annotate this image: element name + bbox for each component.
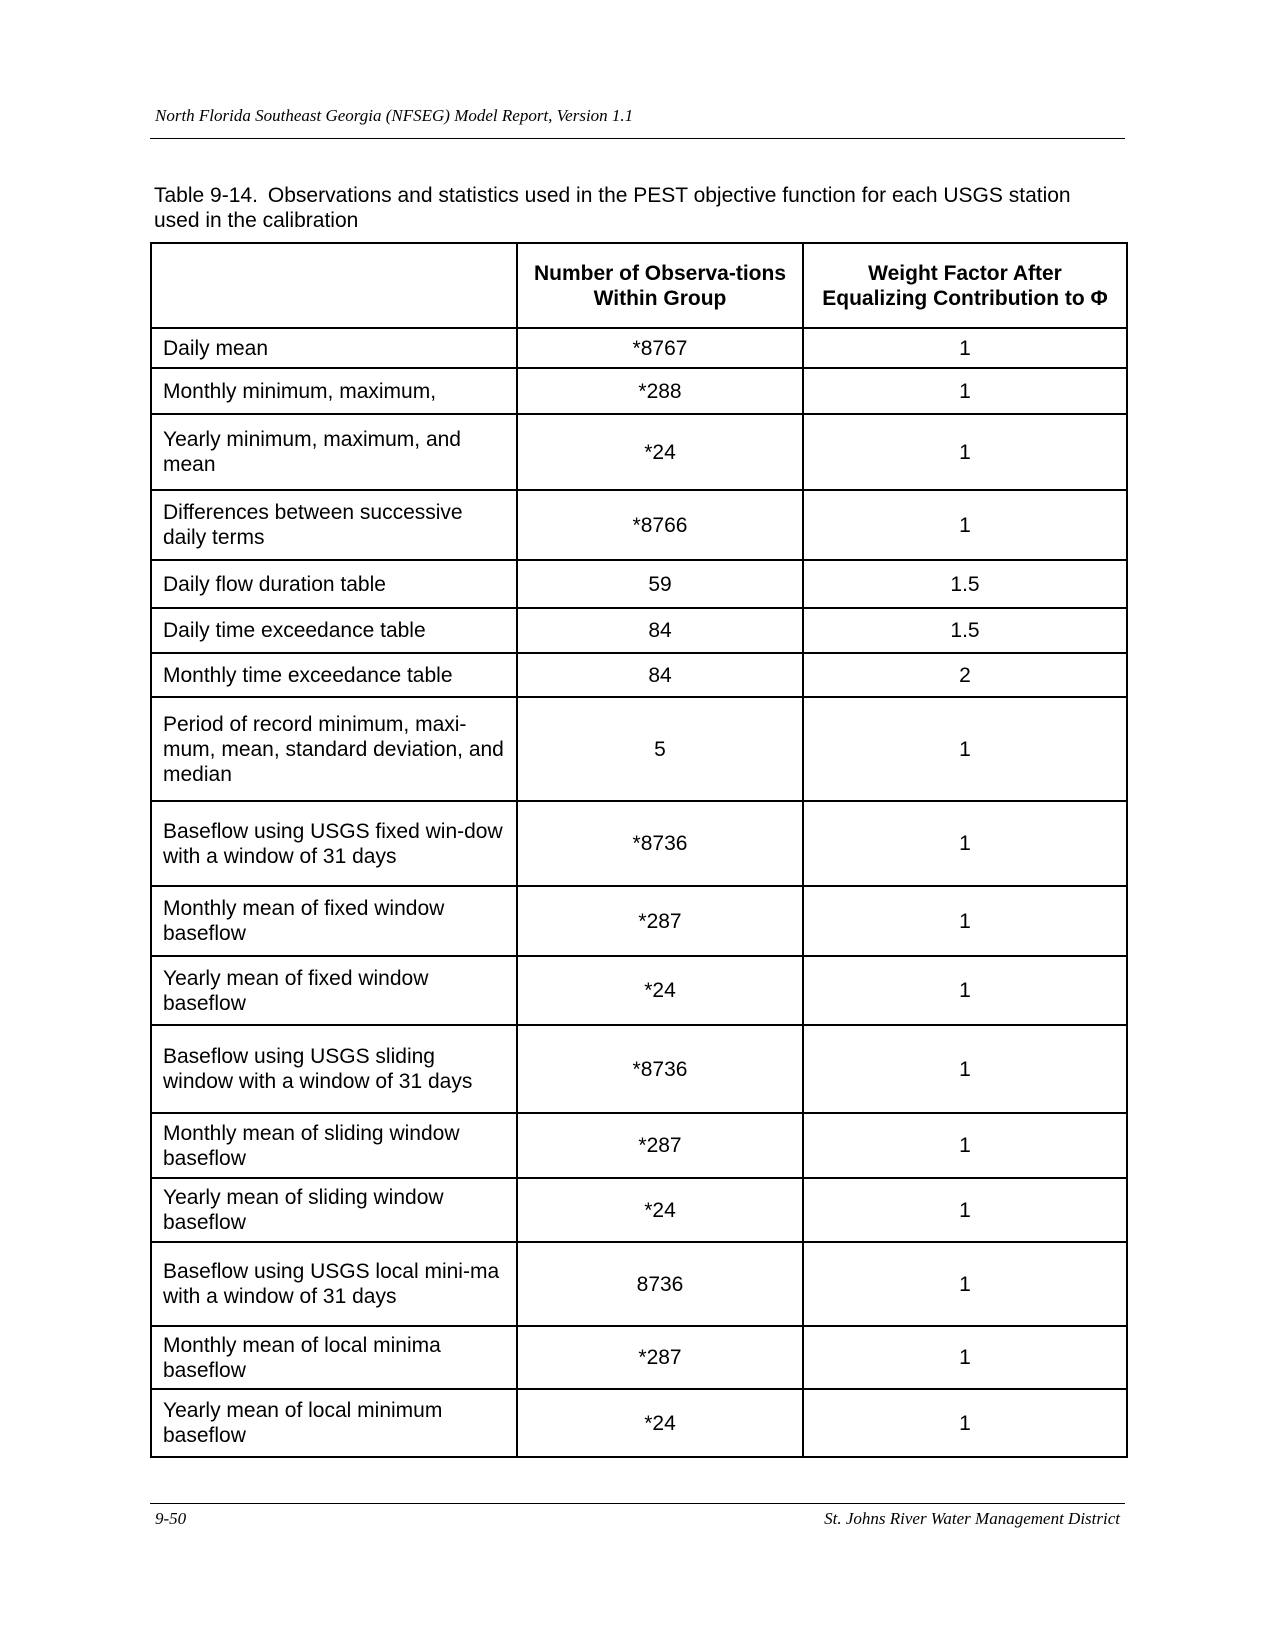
row-label: Daily mean [151, 328, 517, 368]
row-weight-factor: 1 [803, 801, 1127, 886]
row-observation-count: 84 [517, 653, 803, 697]
table-row [151, 1025, 1127, 1113]
row-label: Yearly mean of sliding window baseflow [151, 1178, 517, 1242]
row-weight-factor: 1 [803, 697, 1127, 801]
table-body [151, 328, 1127, 1457]
column-header-group [151, 243, 517, 328]
row-label: Daily time exceedance table [151, 608, 517, 653]
row-label: Monthly mean of sliding window baseflow [151, 1113, 517, 1178]
row-observation-count: *287 [517, 1326, 803, 1389]
footer-rule [150, 1503, 1125, 1504]
table-row [151, 1242, 1127, 1326]
row-observation-count: 84 [517, 608, 803, 653]
observations-table [150, 242, 1128, 1458]
row-observation-count: *24 [517, 1389, 803, 1457]
column-header-weight: Weight Factor After Equalizing Contribution to Φ [803, 243, 1127, 328]
table-row [151, 368, 1127, 414]
row-observation-count: *8767 [517, 328, 803, 368]
row-observation-count: *24 [517, 956, 803, 1025]
row-weight-factor: 1.5 [803, 560, 1127, 608]
row-weight-factor: 1 [803, 1389, 1127, 1457]
table-row [151, 560, 1127, 608]
row-label: Yearly minimum, maximum, and mean [151, 414, 517, 490]
row-observation-count: *8736 [517, 1025, 803, 1113]
header-rule [150, 138, 1125, 139]
row-weight-factor: 1 [803, 1242, 1127, 1326]
table-row [151, 490, 1127, 560]
row-label: Monthly mean of fixed window baseflow [151, 886, 517, 956]
row-label: Baseflow using USGS local mini-ma with a window of 31 days [151, 1242, 517, 1326]
row-observation-count: 59 [517, 560, 803, 608]
row-weight-factor: 1 [803, 886, 1127, 956]
row-observation-count: 5 [517, 697, 803, 801]
row-label: Monthly mean of local minima baseflow [151, 1326, 517, 1389]
row-label: Yearly mean of fixed window baseflow [151, 956, 517, 1025]
row-weight-factor: 1 [803, 328, 1127, 368]
row-observation-count: *287 [517, 886, 803, 956]
row-weight-factor: 1 [803, 368, 1127, 414]
table-caption [154, 183, 1094, 233]
row-label: Baseflow using USGS fixed win-dow with a window of 31 days [151, 801, 517, 886]
table-row [151, 697, 1127, 801]
row-observation-count: *24 [517, 414, 803, 490]
row-weight-factor: 1.5 [803, 608, 1127, 653]
caption-text: Observations and statistics used in the PEST objective function for each USGS station used in the calibration [154, 184, 1071, 232]
table-row [151, 801, 1127, 886]
row-observation-count: *288 [517, 368, 803, 414]
row-label: Baseflow using USGS sliding window with a window of 31 days [151, 1025, 517, 1113]
row-observation-count: *287 [517, 1113, 803, 1178]
row-observation-count: *24 [517, 1178, 803, 1242]
table-header-row [151, 243, 1127, 328]
table-row [151, 886, 1127, 956]
table-row [151, 1389, 1127, 1457]
row-weight-factor: 1 [803, 1326, 1127, 1389]
row-weight-factor: 2 [803, 653, 1127, 697]
row-label: Differences between successive daily terms [151, 490, 517, 560]
row-label: Yearly mean of local minimum baseflow [151, 1389, 517, 1457]
row-observation-count: *8766 [517, 490, 803, 560]
table-row [151, 1326, 1127, 1389]
row-weight-factor: 1 [803, 1113, 1127, 1178]
footer-organization: St. Johns River Water Management District [824, 1509, 1120, 1528]
row-weight-factor: 1 [803, 1178, 1127, 1242]
row-label: Monthly minimum, maximum, [151, 368, 517, 414]
row-weight-factor: 1 [803, 1025, 1127, 1113]
row-weight-factor: 1 [803, 414, 1127, 490]
page-number: 9-50 [155, 1509, 187, 1528]
table-row [151, 653, 1127, 697]
row-observation-count: *8736 [517, 801, 803, 886]
row-weight-factor: 1 [803, 490, 1127, 560]
table-row [151, 1178, 1127, 1242]
table-row [151, 414, 1127, 490]
row-label: Daily flow duration table [151, 560, 517, 608]
table-row [151, 956, 1127, 1025]
table-number: Table 9-14. [154, 184, 258, 207]
table-row [151, 328, 1127, 368]
table-row [151, 1113, 1127, 1178]
row-label: Monthly time exceedance table [151, 653, 517, 697]
table-row [151, 608, 1127, 653]
column-header-count: Number of Observa-tions Within Group [517, 243, 803, 328]
row-observation-count: 8736 [517, 1242, 803, 1326]
row-weight-factor: 1 [803, 956, 1127, 1025]
running-header: North Florida Southeast Georgia (NFSEG) Model Report, Version 1.1 [155, 106, 634, 125]
row-label: Period of record minimum, maxi-mum, mean, standard deviation, and median [151, 697, 517, 801]
